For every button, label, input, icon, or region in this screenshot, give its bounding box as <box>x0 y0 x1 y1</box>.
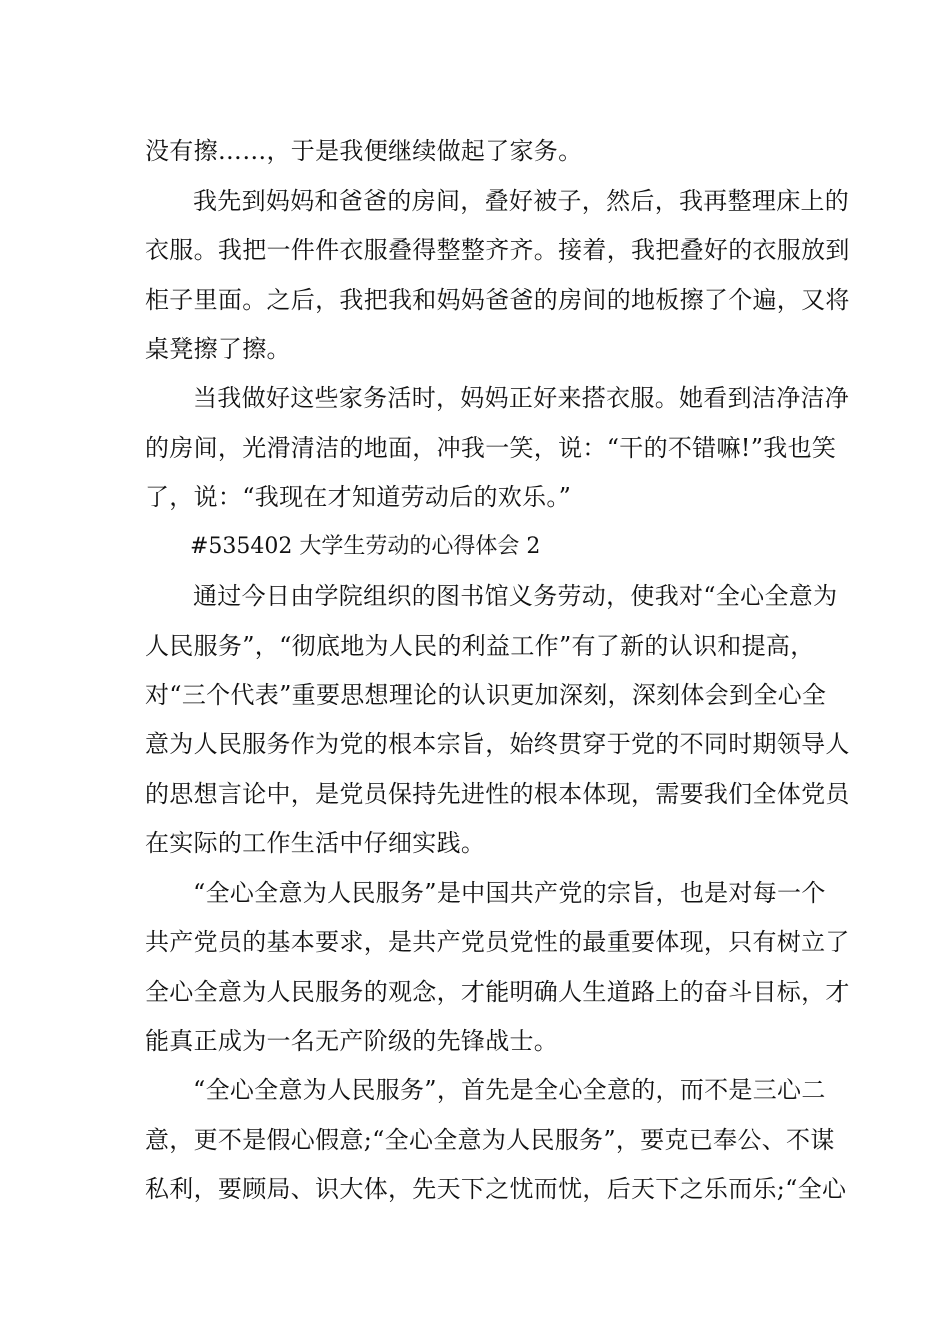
text-line: 能真正成为一名无产阶级的先锋战士。 <box>145 1027 559 1055</box>
text-line: 了，说：“我现在才知道劳动后的欢乐。” <box>145 483 572 511</box>
paragraph-start-line: 我先到妈妈和爸爸的房间，叠好被子，然后，我再整理床上的 <box>193 187 850 215</box>
paragraph-start-line: “全心全意为人民服务”是中国共产党的宗旨，也是对每一个 <box>193 879 826 907</box>
text-line: 在实际的工作生活中仔细实践。 <box>145 829 486 857</box>
text-line: 私利，要顾局、识大体，先天下之忧而忧，后天下之乐而乐;“全心 <box>145 1175 847 1203</box>
section-heading: #535402 大学生劳动的心得体会 2 <box>190 534 541 559</box>
text-line: 的房间，光滑清洁的地面，冲我一笑，说：“干的不错嘛!”我也笑 <box>145 434 837 462</box>
text-line: 共产党员的基本要求，是共产党员党性的最重要体现，只有树立了 <box>145 928 850 956</box>
text-line: 意为人民服务作为党的根本宗旨，始终贯穿于党的不同时期领导人 <box>145 730 850 758</box>
text-line: 衣服。我把一件件衣服叠得整整齐齐。接着，我把叠好的衣服放到 <box>145 236 850 264</box>
text-line: 桌凳擦了擦。 <box>145 335 291 363</box>
text-line: 没有擦……，于是我便继续做起了家务。 <box>145 137 583 165</box>
text-line: 的思想言论中，是党员保持先进性的根本体现，需要我们全体党员 <box>145 780 850 808</box>
paragraph-start-line: 通过今日由学院组织的图书馆义务劳动，使我对“全心全意为 <box>193 582 838 610</box>
text-line: 全心全意为人民服务的观念，才能明确人生道路上的奋斗目标，才 <box>145 978 850 1006</box>
text-line: 意，更不是假心假意;“全心全意为人民服务”，要克已奉公、不谋 <box>145 1126 835 1154</box>
paragraph-start-line: 当我做好这些家务活时，妈妈正好来搭衣服。她看到洁净洁净 <box>193 384 850 412</box>
text-line: 人民服务”，“彻底地为人民的利益工作”有了新的认识和提高， <box>145 632 815 660</box>
paragraph-start-line: “全心全意为人民服务”，首先是全心全意的，而不是三心二 <box>193 1076 826 1104</box>
text-line: 柜子里面。之后，我把我和妈妈爸爸的房间的地板擦了个遍，又将 <box>145 286 850 314</box>
text-line: 对“三个代表”重要思想理论的认识更加深刻，深刻体会到全心全 <box>145 681 827 709</box>
